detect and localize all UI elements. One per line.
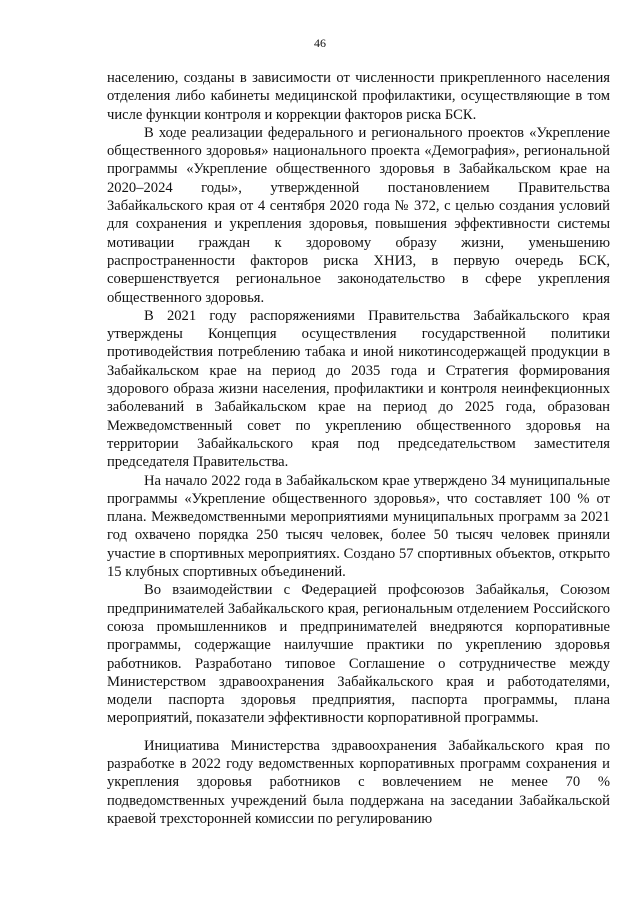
paragraph-corporate-programs: Во взаимодействии с Федерацией профсоюзов Забайкалья, Союзом предпринимателей Забайкальского края, региональным отделением Российского союза промышленников и предпринимателей внедряются корпоративные программы, содержащие наилучшие практики по укреплению здоровья работников. Разработано типовое Соглашение о сотрудничестве между Министерством здравоохранения Забайкальского края и работодателями, модели паспорта здоровья предприятия, паспорта программы, плана мероприятий, показатели эффективности корпоративной программы. — [107, 582, 610, 727]
paragraph-municipal-programs: На начало 2022 года в Забайкальском крае утверждено 34 муниципальные программы «Укрепление общественного здоровья», что составляет 100 % от плана. Межведомственными мероприятиями муниципальных программ за 2021 год охвачено порядка 250 тысяч человек, более 50 тысяч человек приняли участие в спортивных мероприятиях. Создано 57 спортивных объектов, открыто 15 клубных спортивных объединений. — [107, 472, 610, 581]
paragraph-projects: В ходе реализации федерального и регионального проектов «Укрепление общественного здоровья» национального проекта «Демография», региональной программы «Укрепление общественного здоровья в Забайкальском крае на 2020–2024 годы», утвержденной постановлением Правительства Забайкальского края от 4 сентября 2020 года № 372, с целью создания условий для сохранения и укрепления здоровья, повышения эффективности системы мотивации граждан к здоровому образу жизни, уменьшению распространенности факторов риска ХНИЗ, в первую очередь БСК, совершенствуется региональное законодательство в сфере укрепления общественного здоровья. — [107, 124, 610, 306]
paragraph-continuation: населению, созданы в зависимости от численности прикрепленного населения отделения либо кабинеты медицинской профилактики, осуществляющие в том числе функции контроля и коррекции факторов риска БСК. — [107, 70, 610, 123]
paragraph-concept-2021: В 2021 году распоряжениями Правительства Забайкальского края утверждены Концепция осуществления государственной политики противодействия потреблению табака и иной никотинсодержащей продукции в Забайкальском крае на период до 2035 года и Стратегия формирования здорового образа жизни населения, профилактики и контроля неинфекционных заболеваний в Забайкальском крае на период до 2025 года, образован Межведомственный совет по укреплению общественного здоровья на территории Забайкальского края под председательством заместителя председателя Правительства. — [107, 307, 610, 471]
page-number: 46 — [314, 36, 326, 50]
paragraph-ministry-initiative: Инициатива Министерства здравоохранения Забайкальского края по разработке в 2022 году ведомственных корпоративных программ сохранения и укрепления здоровья работников с вовлечением не менее 70 % подведомственных учреждений была поддержана на заседании Забайкальской краевой трехсторонней комиссии по регулированию — [107, 737, 610, 827]
document-body — [107, 69, 610, 828]
